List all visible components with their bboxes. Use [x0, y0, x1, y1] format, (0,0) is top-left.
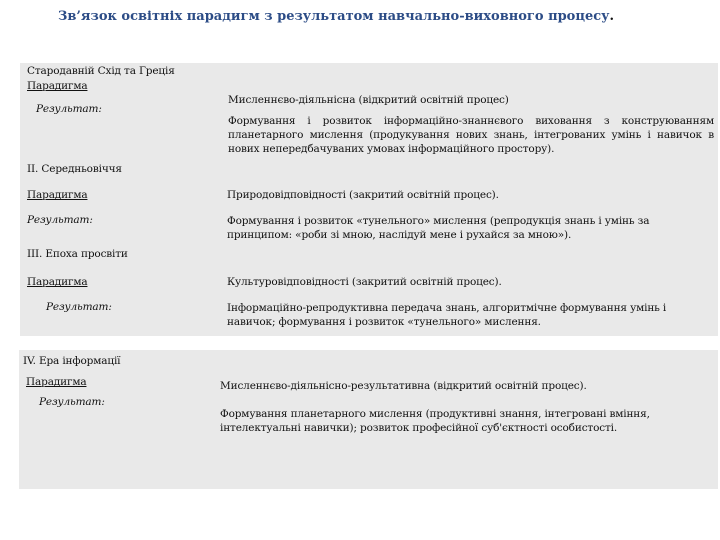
page-title: [58, 9, 698, 24]
era-heading-enlightenment: ІІІ. Епоха просвіти: [27, 248, 128, 260]
result-text: Інформаційно-репродуктивна передача знань, алгоритмічне формування умінь і навичок; формування і розвиток «тунельного» мислення.: [227, 302, 667, 328]
title-text: Зв’язок освітніх парадигм з результатом навчально-виховного процесу: [58, 9, 610, 24]
paradigm-label: Парадигма: [27, 189, 88, 201]
title-period: .: [609, 9, 614, 24]
information-era-panel: [19, 350, 718, 489]
paradigm-text: Культуровідповідності (закритий освітній процес).: [227, 276, 502, 288]
result-text: Формування і розвиток інформаційно-знаннєвого виховання з конструюванням планетарного мислення (продукування нових знань, інтегрованих умінь і навичок в нових непередбачуваних умовах інформаційного простору).: [228, 115, 714, 155]
paradigm-text: Мисленнєво-діяльнісна (відкритий освітній процес): [228, 94, 509, 106]
result-label: Результат:: [27, 214, 93, 226]
result-label: Результат:: [46, 301, 112, 313]
eras-panel: [20, 63, 718, 336]
era-heading-ancient: Стародавній Схід та Греція: [27, 65, 175, 77]
result-label: Результат:: [39, 396, 105, 408]
era-heading-information: ІV. Ера інформації: [23, 355, 121, 367]
paradigm-text: Природовідповідності (закритий освітній процес).: [227, 189, 499, 201]
result-text: Формування планетарного мислення (продуктивні знання, інтегровані вміння, інтелектуальні навички); розвиток професійної суб'єктності особистості.: [220, 408, 650, 434]
result-text: Формування і розвиток «тунельного» мислення (репродукція знань і умінь за принципом: «роби зі мною, наслідуй мене і рухайся за мною»).: [227, 215, 650, 241]
paradigm-label: Парадигма: [27, 80, 88, 92]
paradigm-label: Парадигма: [26, 376, 87, 388]
paradigm-text: Мисленнєво-діяльнісно-результативна (відкритий освітній процес).: [220, 380, 587, 392]
result-label: Результат:: [36, 103, 102, 115]
paradigm-label: Парадигма: [27, 276, 88, 288]
era-heading-middle-ages: ІІ. Середньовіччя: [27, 163, 122, 175]
